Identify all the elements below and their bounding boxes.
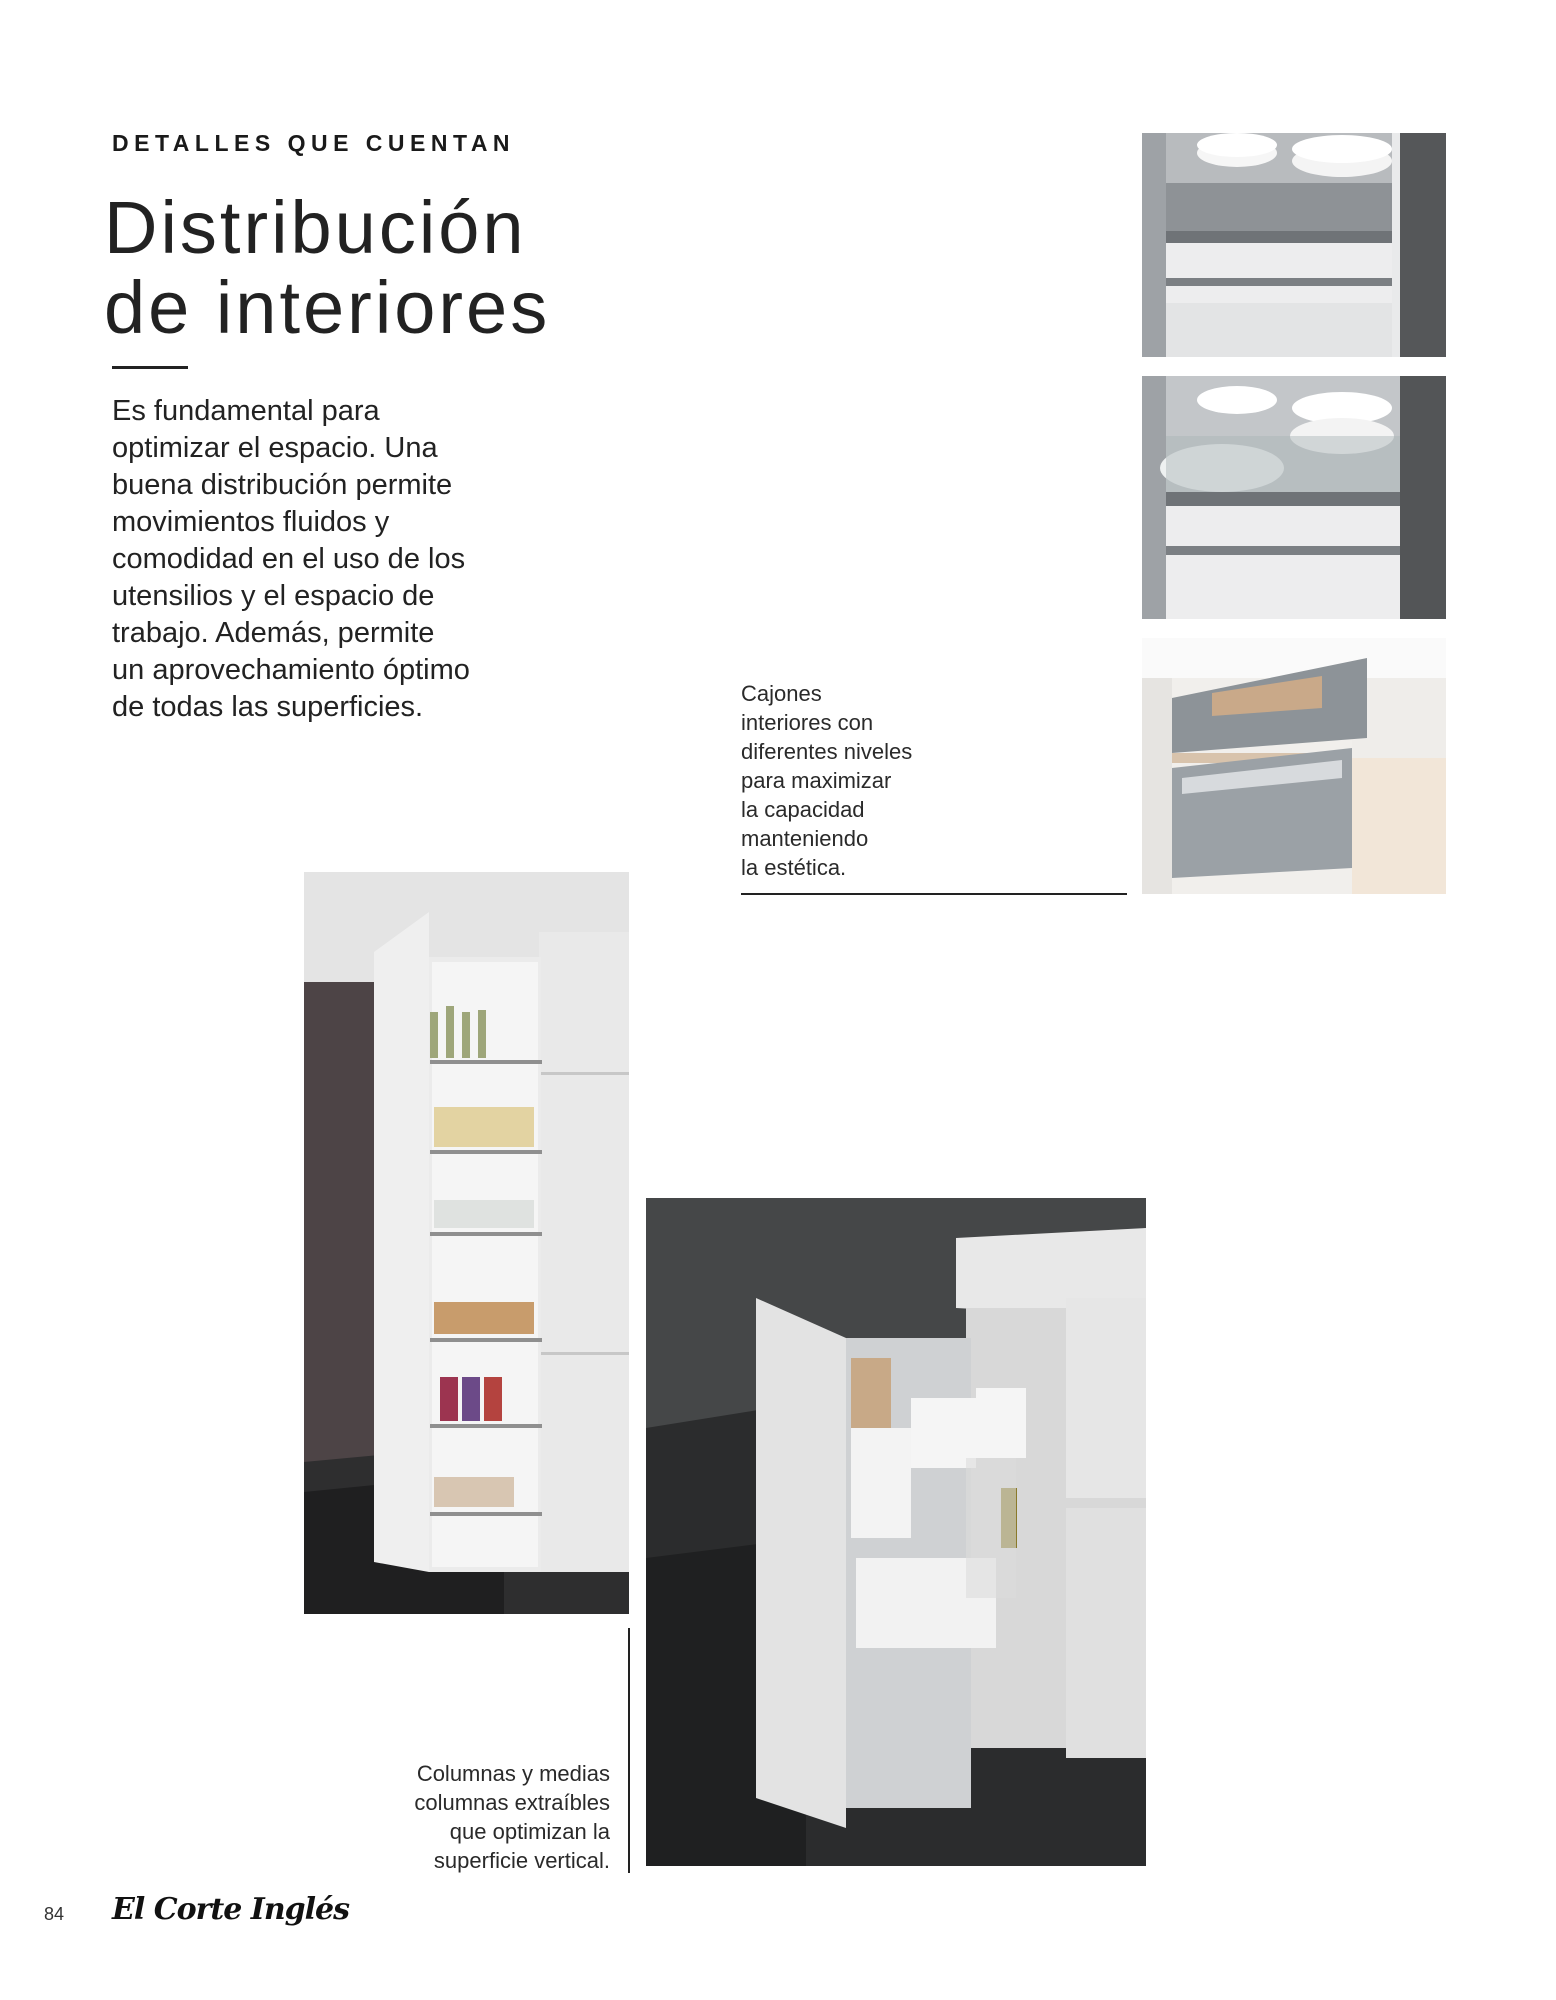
caption-line: para maximizar [741, 768, 892, 793]
caption-line: Cajones [741, 681, 822, 706]
intro-line: optimizar el espacio. Una [112, 432, 438, 464]
caption-line: la capacidad [741, 797, 865, 822]
page-number: 84 [44, 1904, 65, 1924]
photo-pantry-column [304, 872, 629, 1614]
caption-line: columnas extraíbles [414, 1790, 610, 1815]
photo-half-column [646, 1198, 1146, 1866]
title-line: de interiores [104, 266, 551, 349]
caption-line: Columnas y medias [416, 1761, 610, 1786]
caption-line: diferentes niveles [741, 739, 913, 764]
section-kicker: DETALLES QUE CUENTAN [112, 130, 516, 156]
brand-logo: El Corte Inglés [112, 1892, 349, 1927]
caption-divider [741, 893, 1127, 895]
caption-line: que optimizan la [449, 1819, 610, 1844]
intro-line: de todas las superficies. [112, 691, 424, 723]
title-line: Distribución [104, 186, 527, 269]
intro-line: trabajo. Además, permite [112, 617, 435, 649]
caption-line: la estética. [741, 855, 847, 880]
intro-line: un aprovechamiento óptimo [112, 654, 470, 686]
photo-drawer-plates-1 [1142, 133, 1446, 357]
intro-line: comodidad en el uso de los [112, 543, 466, 575]
title-divider [112, 366, 188, 369]
page-title [104, 188, 550, 348]
caption-line: interiores con [741, 710, 874, 735]
intro-line: Es fundamental para [112, 395, 380, 427]
caption-line: superficie vertical. [433, 1848, 610, 1873]
intro-line: movimientos fluidos y [112, 506, 390, 538]
caption-divider-vertical [628, 1628, 630, 1873]
caption-line: manteniendo [741, 826, 869, 851]
intro-line: buena distribución permite [112, 469, 453, 501]
photo-drawer-plates-2 [1142, 376, 1446, 619]
caption-drawers [741, 679, 912, 882]
intro-line: utensilios y el espacio de [112, 580, 435, 612]
caption-columns [340, 1759, 610, 1875]
intro-paragraph [112, 393, 582, 726]
photo-drawer-open [1142, 638, 1446, 894]
